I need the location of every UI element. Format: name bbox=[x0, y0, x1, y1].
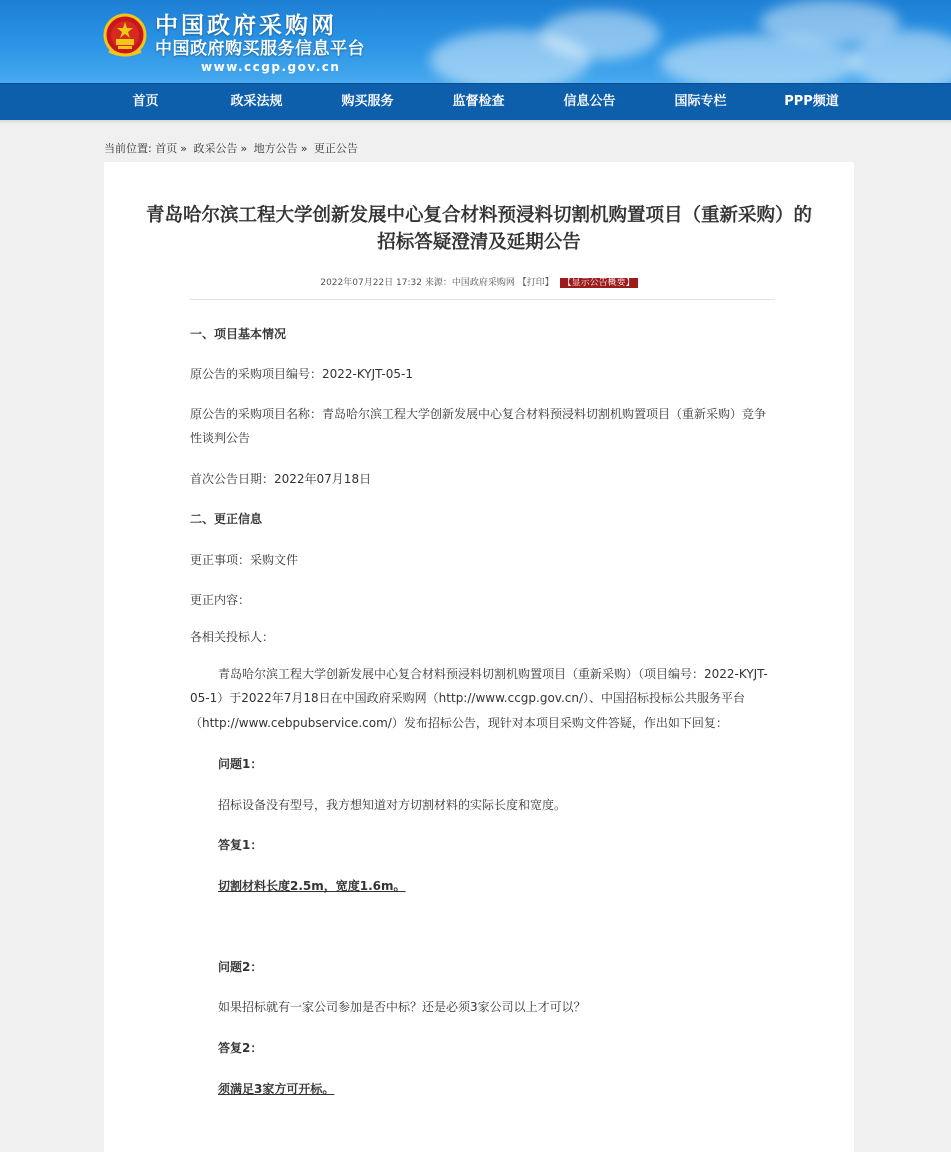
nav-item-supervision[interactable]: 监督检查 bbox=[452, 94, 505, 109]
first-announce-date: 首次公告日期：2022年07月18日 bbox=[190, 472, 372, 486]
breadcrumb-home[interactable]: 首页 bbox=[155, 142, 178, 155]
breadcrumb-correction-notices[interactable]: 更正公告 bbox=[313, 142, 358, 155]
logo-url: www.ccgp.gov.cn bbox=[201, 60, 341, 74]
intro-paragraph: 青岛哈尔滨工程大学创新发展中心复合材料预浸料切割机购置项目（重新采购）（项目编号：2022-KYJT- bbox=[218, 667, 768, 681]
original-project-name: 原公告的采购项目名称：青岛哈尔滨工程大学创新发展中心复合材料预浸料切割机购置项目（重新采购）竞争 bbox=[190, 407, 767, 421]
correction-item: 更正事项：采购文件 bbox=[190, 553, 299, 567]
cloud-decoration bbox=[540, 10, 660, 60]
breadcrumb-procurement-notices[interactable]: 政采公告 bbox=[193, 142, 238, 155]
section-heading: 一、项目基本情况 bbox=[190, 327, 287, 341]
question-label: 问题2： bbox=[218, 960, 263, 974]
original-project-code: 原公告的采购项目编号：2022-KYJT-05-1 bbox=[190, 367, 413, 381]
site-logo[interactable] bbox=[155, 14, 365, 74]
section-heading: 二、更正信息 bbox=[190, 512, 263, 526]
nav-item-home[interactable]: 首页 bbox=[132, 94, 159, 109]
greeting: 各相关投标人： bbox=[190, 630, 275, 644]
publish-date: 2022年07月22日 17:32 bbox=[320, 278, 422, 288]
show-summary-button[interactable]: 【显示公告概要】 bbox=[560, 278, 638, 288]
article-title-line: 青岛哈尔滨工程大学创新发展中心复合材料预浸料切割机购置项目（重新采购）的 bbox=[145, 205, 812, 226]
national-emblem-icon bbox=[103, 13, 147, 59]
breadcrumb-local-notices[interactable]: 地方公告 bbox=[253, 142, 298, 155]
question-label: 问题1： bbox=[218, 757, 263, 771]
title-divider bbox=[190, 299, 775, 300]
breadcrumb-prefix: 当前位置: bbox=[104, 142, 152, 155]
logo-title: 中国政府采购网 bbox=[155, 13, 337, 39]
breadcrumb-separator: » bbox=[300, 142, 308, 155]
answer-text: 切割材料长度2.5m，宽度1.6m。 bbox=[218, 879, 406, 893]
original-project-name-cont: 性谈判公告 bbox=[190, 431, 251, 445]
breadcrumb bbox=[104, 140, 358, 156]
logo-subtitle: 中国政府购买服务信息平台 bbox=[155, 39, 365, 59]
correction-content: 更正内容： bbox=[190, 593, 251, 607]
print-link[interactable]: 【打印】 bbox=[517, 278, 554, 288]
article-title-line: 招标答疑澄清及延期公告 bbox=[377, 232, 581, 253]
article-meta bbox=[104, 275, 854, 288]
nav-item-announcements[interactable]: 信息公告 bbox=[563, 94, 616, 109]
breadcrumb-separator: » bbox=[180, 142, 187, 155]
breadcrumb-separator: » bbox=[240, 142, 248, 155]
nav-shadow bbox=[0, 120, 951, 124]
site-header bbox=[0, 0, 951, 83]
question-text: 招标设备没有型号，我方想知道对方切割材料的实际长度和宽度。 bbox=[218, 798, 567, 812]
article-title bbox=[104, 202, 854, 256]
answer-text: 须满足3家方可开标。 bbox=[218, 1082, 335, 1096]
article-source: 来源：中国政府采购网 bbox=[424, 278, 515, 288]
intro-paragraph-cont: （http://www.cebpubservice.com/）发布招标公告，现针对本项目采购文件答疑，作出如下回复： bbox=[190, 716, 728, 730]
intro-paragraph-cont: 05-1）于2022年7月18日在中国政府采购网（http://www.ccgp.gov.cn/）、中国招标投标公共服务平台 bbox=[190, 691, 746, 705]
nav-item-international[interactable]: 国际专栏 bbox=[674, 94, 727, 109]
article-panel bbox=[104, 162, 854, 1152]
answer-label: 答复2： bbox=[218, 1041, 263, 1055]
question-text: 如果招标就有一家公司参加是否中标？还是必须3家公司以上才可以？ bbox=[218, 1000, 586, 1014]
nav-item-purchase-services[interactable]: 购买服务 bbox=[341, 94, 394, 109]
nav-item-regulations[interactable]: 政采法规 bbox=[230, 94, 283, 109]
answer-label: 答复1： bbox=[218, 838, 263, 852]
nav-item-ppp[interactable]: PPP频道 bbox=[784, 94, 839, 109]
main-nav bbox=[0, 83, 951, 120]
